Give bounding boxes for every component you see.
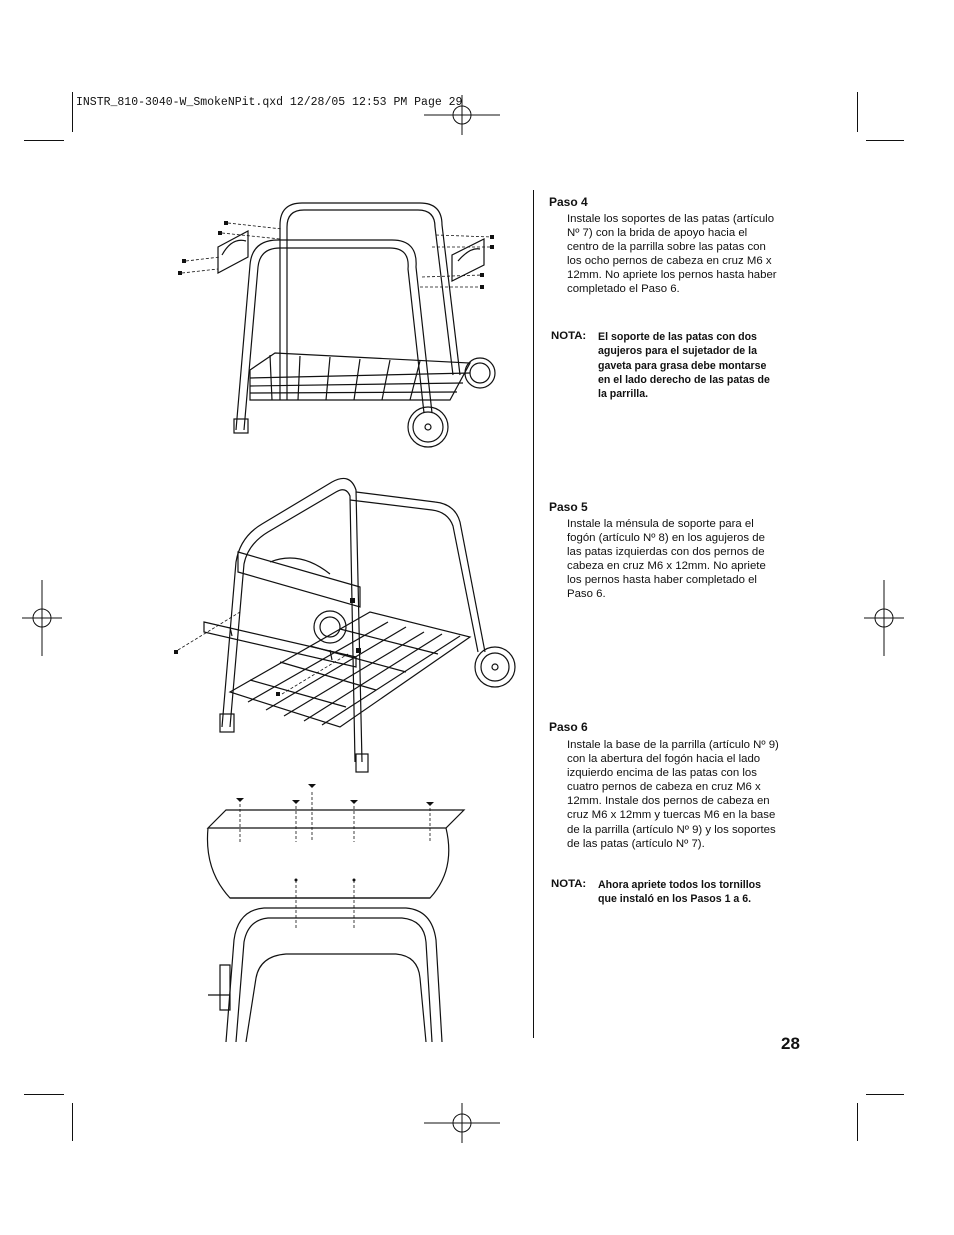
column-divider	[533, 190, 534, 1038]
crop-mark-bottom-right-horizontal	[866, 1094, 904, 1095]
note-1-body: El soporte de las patas con dos agujeros para el sujetador de la gaveta para grasa debe montarse en el lado derecho de las patas de la parrilla.	[598, 331, 770, 401]
step-4-body: Instale los soportes de las patas (artículo Nº 7) con la brida de apoyo hacia el centro de la parrilla sobre las patas con los ocho pernos de cabeza en cruz M6 x 12mm. No apriete los pernos hasta haber completado el Paso 6.	[567, 213, 777, 296]
page-number: 28	[781, 1034, 800, 1053]
note-2-label: NOTA:	[551, 878, 587, 890]
figure-step-5-support-bracket	[170, 462, 520, 777]
crop-mark-bottom-left-horizontal	[24, 1094, 64, 1095]
note-1-label: NOTA:	[551, 330, 587, 342]
registration-mark-bottom-icon	[424, 1103, 500, 1143]
crop-mark-top-left-vertical	[72, 92, 73, 132]
file-slug-header: INSTR_810-3040-W_SmokeNPit.qxd 12/28/05 12:53 PM Page 29	[76, 96, 463, 109]
crop-mark-bottom-right-vertical	[857, 1103, 858, 1141]
note-2-body: Ahora apriete todos los tornillos que instaló en los Pasos 1 a 6.	[598, 879, 762, 906]
step-4-title: Paso 4	[549, 195, 588, 209]
crop-mark-top-right-horizontal	[866, 140, 904, 141]
registration-mark-left-icon	[22, 580, 62, 656]
crop-mark-top-left-horizontal	[24, 140, 64, 141]
registration-mark-right-icon	[864, 580, 904, 656]
crop-mark-top-right-vertical	[857, 92, 858, 132]
step-6-title: Paso 6	[549, 720, 588, 734]
crop-mark-bottom-left-vertical	[72, 1103, 73, 1141]
step-5-title: Paso 5	[549, 500, 588, 514]
figure-step-6-grill-base	[190, 780, 480, 1042]
step-5-body: Instale la ménsula de soporte para el fogón (artículo Nº 8) en los agujeros de las patas izquierdas con dos pernos de cabeza en cruz M6 x 12mm. No apriete los pernos hasta haber completado el Paso 6.	[567, 518, 766, 601]
step-6-body: Instale la base de la parrilla (artículo Nº 9) con la abertura del fogón hacia el lado izquierdo encima de las patas con los cuatro pernos de cabeza en cruz M6 x 12mm. Instale dos pernos de cabeza en cruz M6 x 12mm y tuercas M6 en la base de la parrilla (artículo Nº 9) y los soportes de las patas (artículo Nº 7).	[567, 739, 779, 850]
figure-step-4-leg-supports	[170, 195, 510, 455]
registration-mark-top-icon	[424, 95, 500, 135]
